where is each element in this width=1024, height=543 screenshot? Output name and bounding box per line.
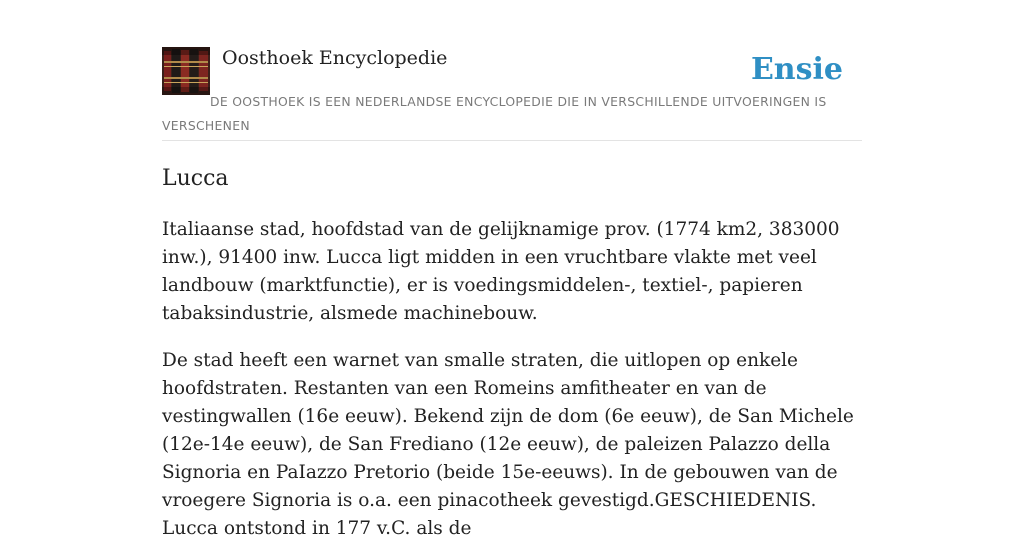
- article-paragraph: Italiaanse stad, hoofdstad van de gelijknamige prov. (1774 km2, 383000 inw.), 91400 inw. Lucca ligt midden in een vruchtbare vlakte met veel landbouw (marktfunctie), er is voedingsmiddelen-, textiel-, papieren tabaksindustrie, alsmede machinebouw.: [162, 219, 840, 324]
- site-header: [162, 46, 862, 141]
- site-name[interactable]: Oosthoek Encyclopedie: [222, 47, 448, 69]
- brand-logo[interactable]: Ensie: [750, 52, 843, 87]
- book-spines-icon[interactable]: [162, 47, 210, 95]
- article-title: Lucca: [162, 166, 229, 191]
- article: [162, 164, 862, 543]
- article-paragraph: De stad heeft een warnet van smalle straten, die uitlopen op enkele hoofdstraten. Restanten van een Romeins amfitheater en van de vestingwallen (16e eeuw). Bekend zijn de dom (6e eeuw), de San Michele (12e-14e eeuw), de San Frediano (12e eeuw), de paleizen Palazzo della Signoria en PaIazzo Pretorio (beide 15e-eeuws). In de gebouwen van de vroegere Signoria is o.a. een pinacotheek gevestigd.GESCHIEDENIS. Lucca ontstond in 177 v.C. als de: [162, 350, 854, 539]
- site-tagline: DE OOSTHOEK IS EEN NEDERLANDSE ENCYCLOPEDIE DIE IN VERSCHILLENDE UITVOERINGEN IS VERSCHENEN: [162, 94, 827, 133]
